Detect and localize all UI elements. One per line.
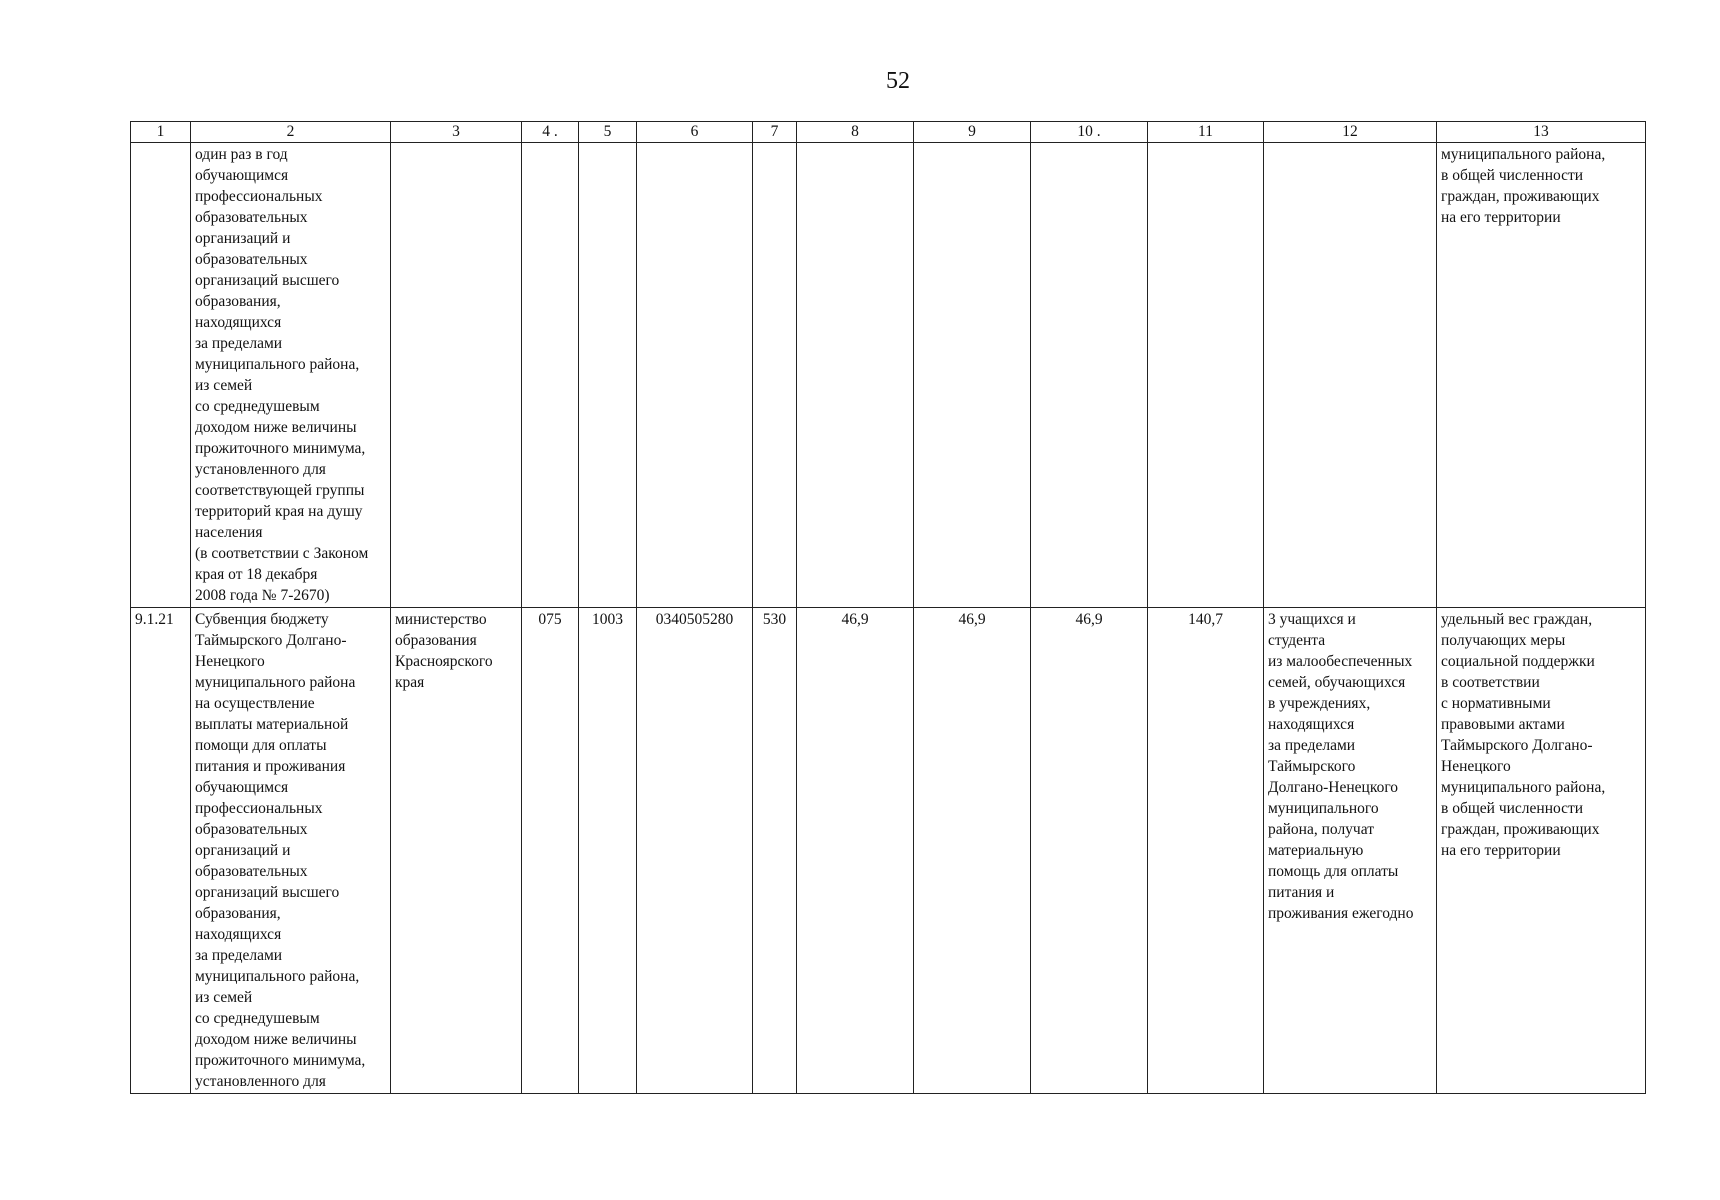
page-number: 52 [886, 68, 910, 94]
column-header-4: 4 . [522, 122, 579, 143]
column-header-8: 8 [797, 122, 914, 143]
column-header-10: 10 . [1031, 122, 1148, 143]
continuation-row [131, 143, 1646, 608]
row-grbs: 075 [522, 608, 579, 1094]
row-year3: 46,9 [1031, 608, 1148, 1094]
row-indicator: удельный вес граждан, получающих меры социальной поддержки в соответствии с нормативными правовыми актами Таймырского Долгано- Ненецкого муниципального района, в общей численности граждан, проживающих на его территории [1437, 608, 1646, 1094]
row-description: Субвенция бюджету Таймырского Долгано- Ненецкого муниципального района на осуществление выплаты материальной помощи для оплаты питания и проживания обучающимся профессиональных образовательных организаций и образовательных организаций высшего образования, находящихся за пределами муниципального района, из семей со среднедушевым доходом ниже величины прожиточного минимума, установленного для [191, 608, 391, 1094]
row-expense-type: 530 [753, 608, 797, 1094]
column-header-3: 3 [391, 122, 522, 143]
column-number-row [131, 122, 1646, 143]
column-header-11: 11 [1148, 122, 1264, 143]
column-header-2: 2 [191, 122, 391, 143]
column-header-5: 5 [579, 122, 637, 143]
row-target-article: 0340505280 [637, 608, 753, 1094]
program-table [130, 121, 1646, 1094]
row-year2: 46,9 [914, 608, 1031, 1094]
column-header-1: 1 [131, 122, 191, 143]
continuation-indicator: муниципального района, в общей численности граждан, проживающих на его территории [1437, 143, 1646, 608]
column-header-13: 13 [1437, 122, 1646, 143]
column-header-9: 9 [914, 122, 1031, 143]
column-header-7: 7 [753, 122, 797, 143]
row-total: 140,7 [1148, 608, 1264, 1094]
row-year1: 46,9 [797, 608, 914, 1094]
row-result: 3 учащихся и студента из малообеспеченных семей, обучающихся в учреждениях, находящихся за пределами Таймырского Долгано-Ненецкого муниципального района, получат материальную помощь для оплаты питания и проживания ежегодно [1264, 608, 1437, 1094]
row-code: 9.1.21 [131, 608, 191, 1094]
table-row [131, 608, 1646, 1094]
column-header-6: 6 [637, 122, 753, 143]
column-header-12: 12 [1264, 122, 1437, 143]
row-section: 1003 [579, 608, 637, 1094]
continuation-description: один раз в год обучающимся профессиональных образовательных организаций и образовательных организаций высшего образования, находящихся за пределами муниципального района, из семей со среднедушевым доходом ниже величины прожиточного минимума, установленного для соответствующей группы территорий края на душу населения (в соответствии с Законом края от 18 декабря 2008 года № 7-2670) [191, 143, 391, 608]
row-administrator: министерство образования Красноярского края [391, 608, 522, 1094]
